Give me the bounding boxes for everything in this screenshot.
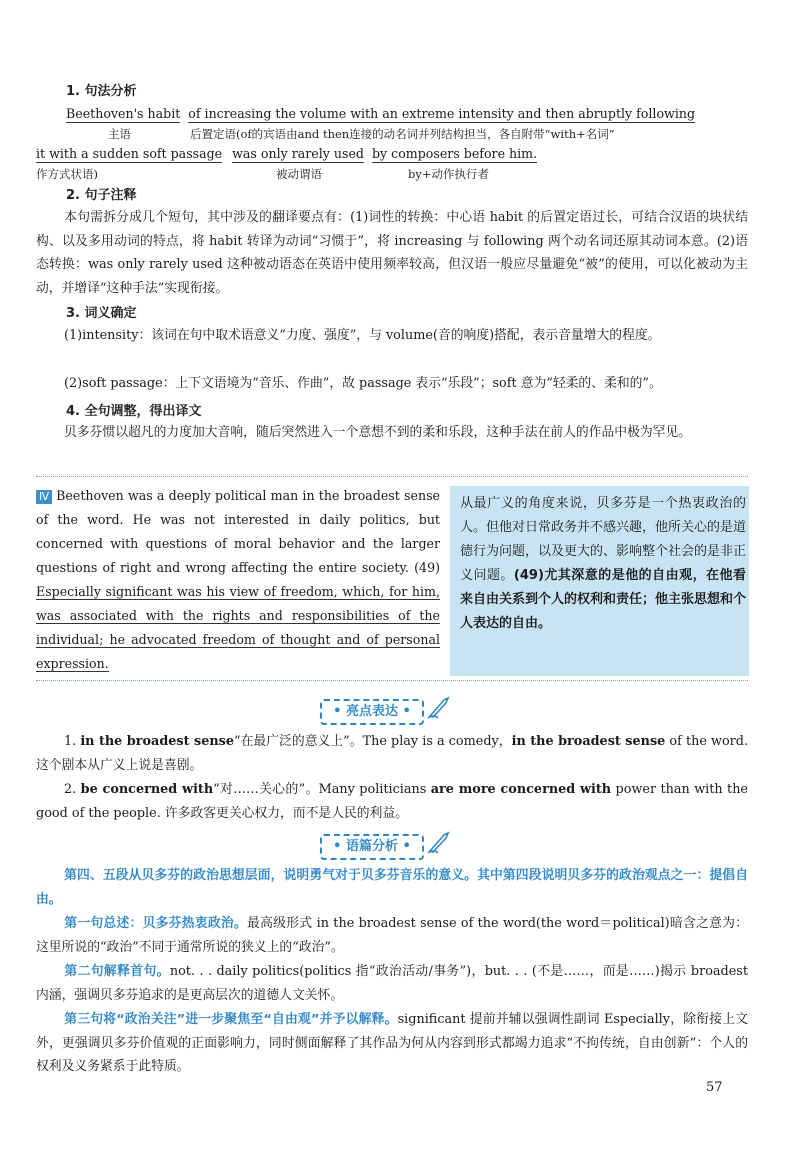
analysis-para-1: 第一句总述：贝多芬热衷政治。最高级形式 in the broadest sense of the word(the word＝political)暗含之意为：这里所说的“政治”不同于通常所说的狭义上的“政治”。 bbox=[36, 916, 748, 955]
divider-top bbox=[36, 476, 748, 477]
english-passage-plain: Beethoven was a deeply political man in the broadest sense of the word. He was not interested in daily politics, but concerned with questions of moral behavior and the larger questions of right and wrong affecting the entire society. (49) bbox=[36, 488, 440, 575]
word-meaning-2 bbox=[36, 372, 748, 396]
label-manner: 作方式状语) bbox=[36, 167, 98, 181]
translation-text: 贝多芬惯以超凡的力度加大音响，随后突然进入一个意想不到的柔和乐段，这种手法在前人的作品中极为罕见。 bbox=[64, 425, 692, 440]
chinese-translation-box bbox=[450, 486, 749, 676]
pen-icon bbox=[426, 829, 452, 855]
label-subject: 主语 bbox=[108, 127, 131, 141]
syntax-manner: it with a sudden soft passage bbox=[36, 146, 223, 161]
word-meaning-1-text: (1)intensity：该词在句中取术语意义“力度、强度”，与 volume(音的响度)搭配，表示音量增大的程度。 bbox=[64, 328, 661, 343]
paragraph-number-badge: Ⅳ bbox=[36, 490, 52, 504]
syntax-agent: by composers before him. bbox=[371, 146, 538, 161]
section-heading-translation: 4. 全句调整，得出译文 bbox=[66, 404, 202, 419]
syntax-subject: Beethoven's habit bbox=[66, 106, 181, 121]
pen-icon bbox=[426, 694, 452, 720]
highlight-phrase: in the broadest sense bbox=[80, 734, 235, 749]
highlight-item-1: 1. in the broadest sense“在最广泛的意义上”。The play is a comedy，in the broadest sense of the word. 这个剧本从广义上说是喜剧。 bbox=[36, 734, 749, 773]
chinese-translation-bold: (49)尤其深意的是他的自由观，在他看来自由关系到个人的权利和责任；他主张思想和个人表达的自由。 bbox=[460, 568, 747, 631]
highlight-item-2: 2. be concerned with“对……关心的”。Many politicians are more concerned with power than with the good of the people. 许多政客更关心权力，而不是人民的利益。 bbox=[36, 782, 749, 821]
notes-paragraph bbox=[36, 206, 748, 300]
highlight-phrase: be concerned with bbox=[80, 782, 214, 797]
english-passage-underlined: Especially significant was his view of freedom, which, for him, was associated with the rights and responsibilities of the individual; he advocated freedom of thought and of personal expression. bbox=[36, 584, 440, 671]
page-number: 57 bbox=[706, 1080, 723, 1095]
section-heading-word-meaning: 3. 词义确定 bbox=[66, 306, 137, 321]
analysis-badge: • 语篇分析 • bbox=[320, 834, 424, 860]
chinese-translation-plain: 从最广义的角度来说，贝多芬是一个热衷政治的人。但他对日常政务并不感兴趣，他所关心的是道德行为问题，以及更大的、影响整个社会的是非正义问题。 bbox=[460, 496, 747, 583]
analysis-para-2: 第二句解释首句。not. . . daily politics(politics 指“政治活动/事务”)，but. . . (不是……，而是……)揭示 broadest 内涵，强调贝多芬追求的是更高层次的道德人文关怀。 bbox=[36, 964, 749, 1003]
section-heading-notes: 2. 句子注释 bbox=[66, 188, 137, 203]
analysis-para-3: 第三句将“政治关注”进一步聚焦至“自由观”并予以解释。significant 提前并辅以强调性副词 Especially，除衔接上文外，更强调贝多芬价值观的正面影响力，同时侧面解释了其作品为何从内容到形式都竭力追求“不拘传统，自由创新”：个人的权利及义务紧系于此特质。 bbox=[36, 1012, 748, 1074]
analysis-intro-text: 第四、五段从贝多芬的政治思想层面，说明勇气对于贝多芬音乐的意义。其中第四段说明贝多芬的政治观点之一：提倡自由。 bbox=[36, 868, 748, 907]
syntax-row-2 bbox=[36, 145, 537, 163]
word-meaning-1 bbox=[36, 324, 748, 348]
divider-bottom bbox=[36, 680, 748, 681]
label-agent: by+动作执行者 bbox=[408, 167, 489, 181]
syntax-modifier: of increasing the volume with an extreme intensity and then abruptly following bbox=[188, 106, 696, 121]
label-modifier: 后置定语(of的宾语由and then连接的动名词并列结构担当，各自附带“with+名词” bbox=[190, 127, 615, 141]
notes-text: 本句需拆分成几个短句，其中涉及的翻译要点有：(1)词性的转换：中心语 habit 的后置定语过长，可结合汉语的块状结构、以及多用动词的特点，将 habit 转译为动词“习惯于”，将 increasing 与 following 两个动名词还原其动词本意。(2)语态转换：was only rarely used 这种被动语态在英语中使用频率较高，但汉语一般应尽量避免“被”的使用，可以化被动为主动，并增译“这种手法”实现衔接。 bbox=[36, 210, 748, 296]
syntax-row-1 bbox=[66, 105, 695, 123]
word-meaning-2-text: (2)soft passage：上下文语境为“音乐、作曲”，故 passage 表示“乐段”；soft 意为“轻柔的、柔和的”。 bbox=[64, 376, 662, 391]
section-heading-syntax: 1. 句法分析 bbox=[66, 84, 137, 99]
label-passive: 被动谓语 bbox=[276, 167, 322, 181]
highlights-badge: • 亮点表达 • bbox=[320, 699, 424, 725]
english-passage bbox=[36, 484, 440, 676]
translation-paragraph bbox=[36, 421, 748, 445]
analysis-intro bbox=[36, 864, 748, 911]
syntax-passive: was only rarely used bbox=[232, 146, 364, 161]
